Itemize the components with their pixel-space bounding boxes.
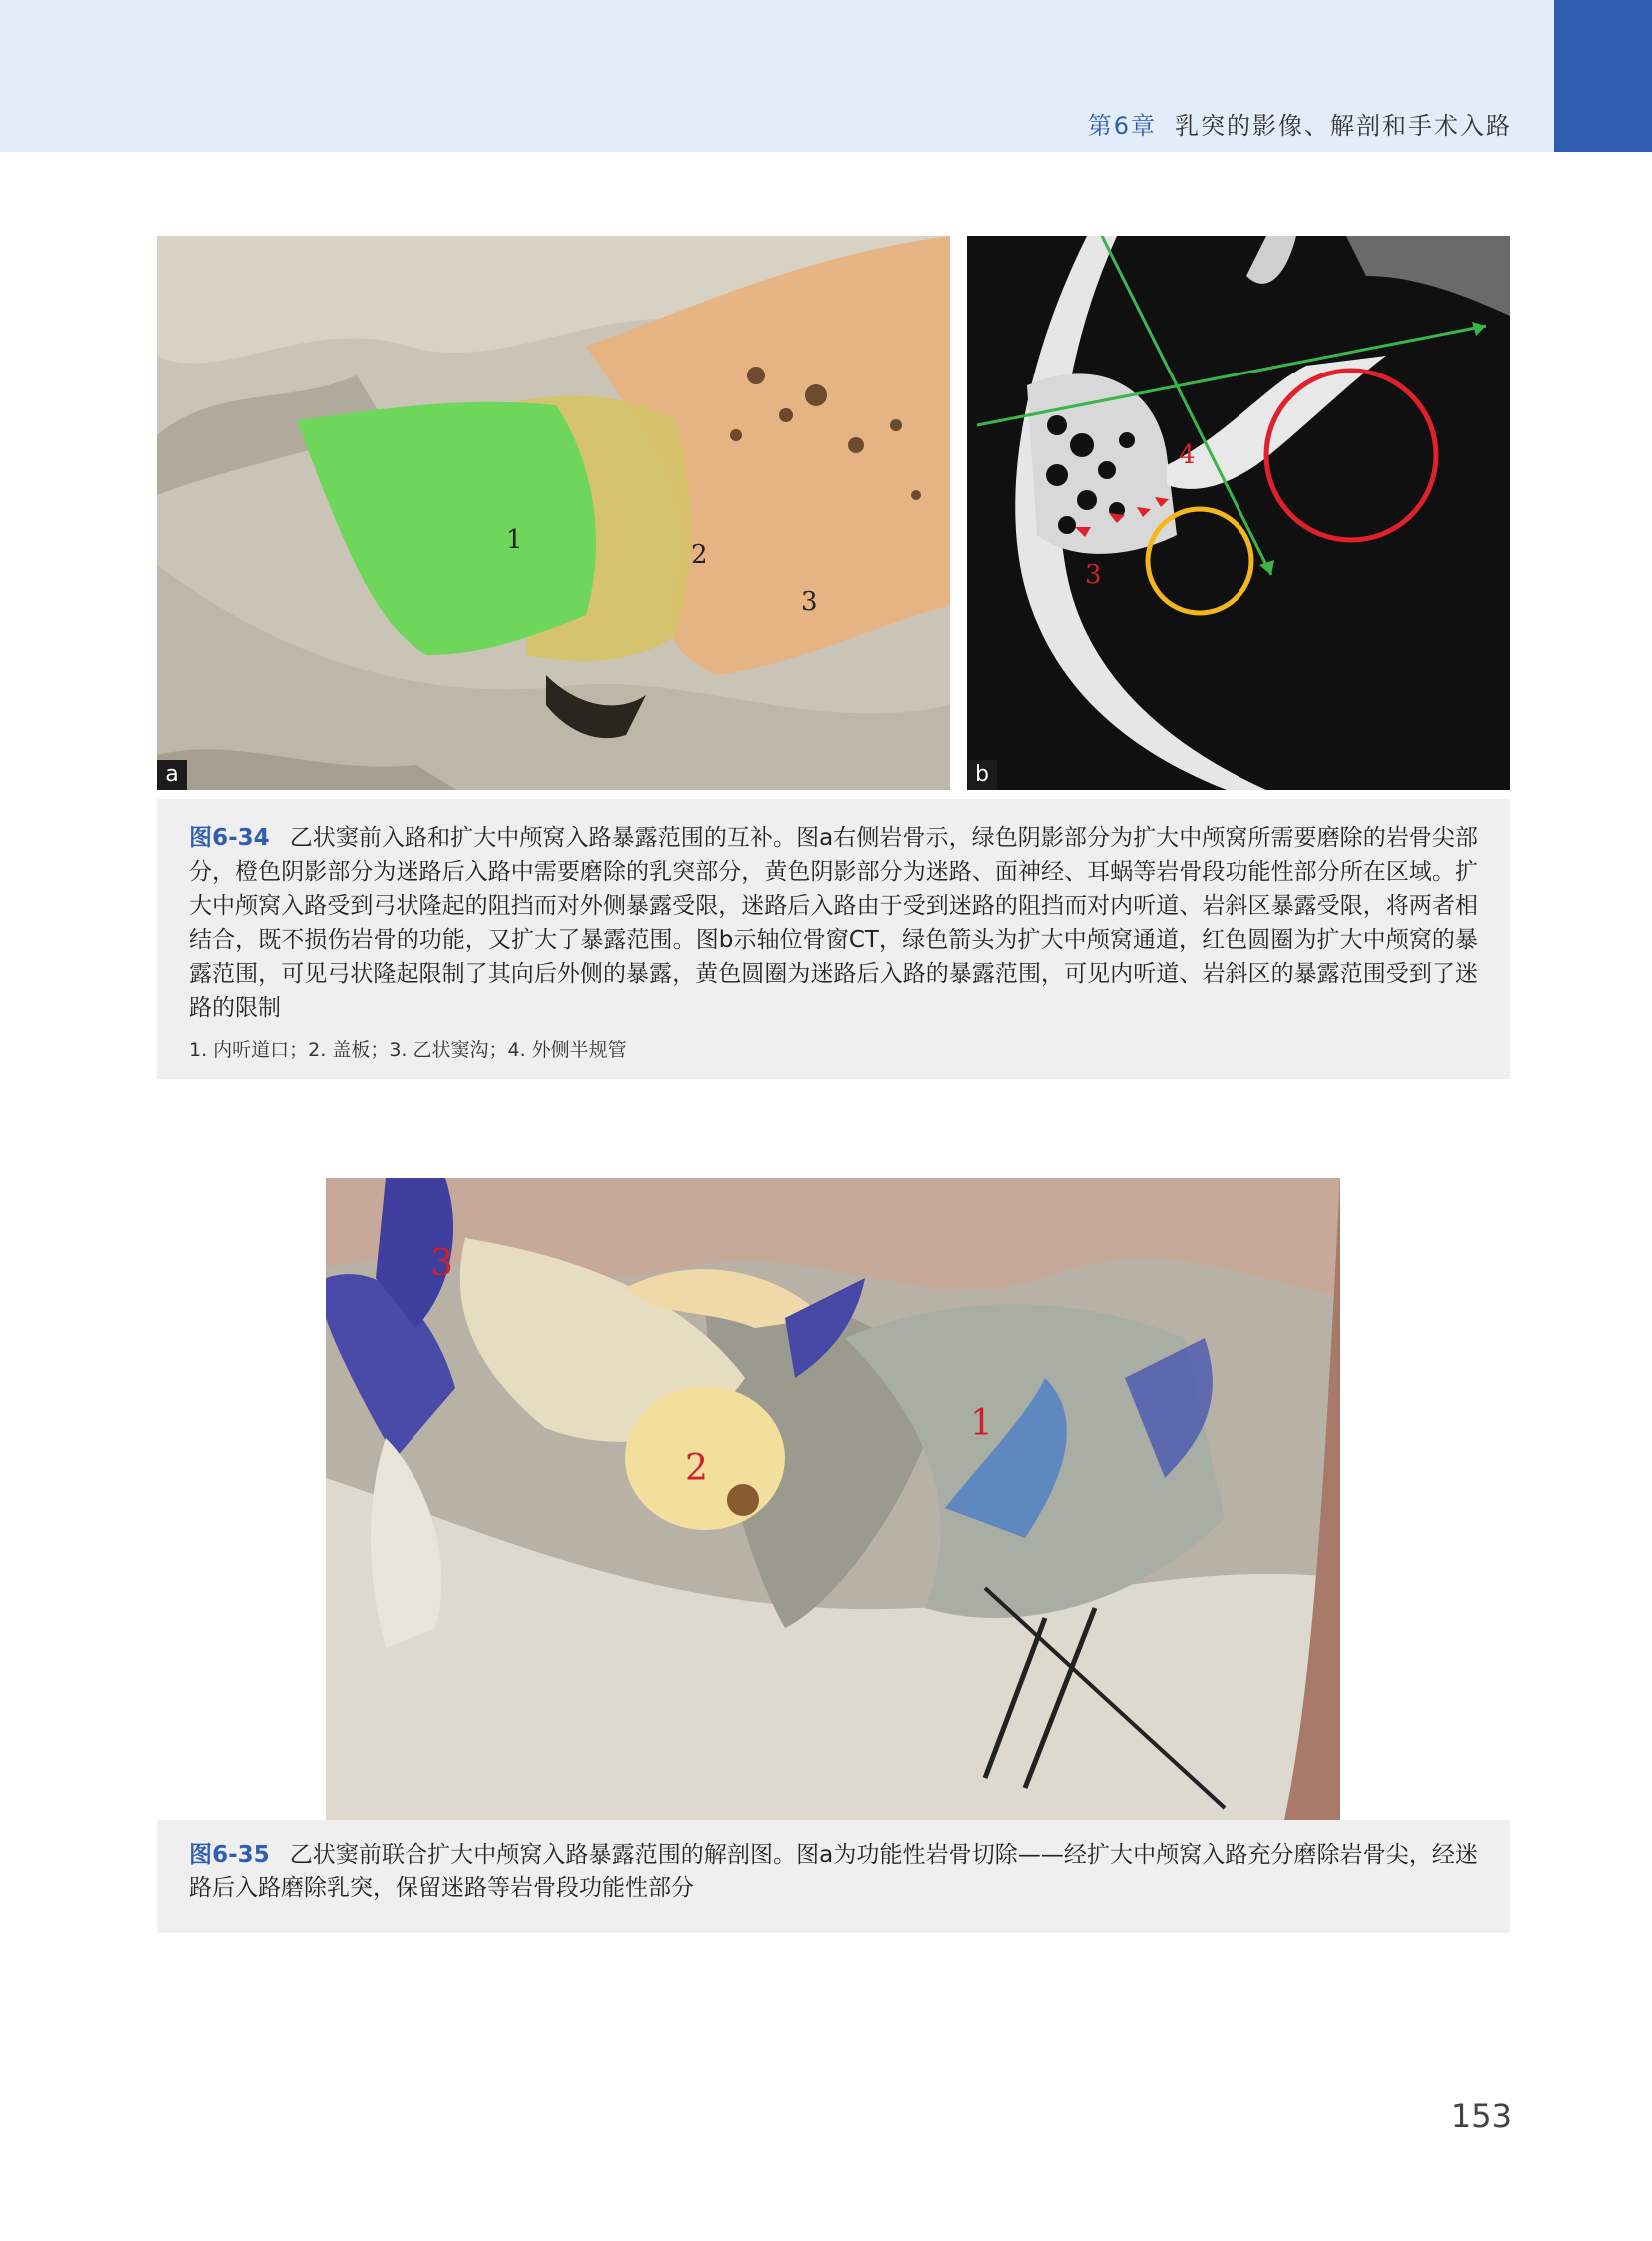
figure-6-34-panel-a — [157, 236, 950, 790]
caption-6-35-id: 图6-35 — [189, 1842, 270, 1868]
figure-6-35-photo — [326, 1178, 1340, 1820]
caption-6-35-text — [189, 1838, 1478, 1905]
panel-a-label-2: 2 — [691, 540, 708, 570]
panel-a-label-3: 3 — [801, 587, 818, 617]
ct-scan-image — [967, 236, 1510, 790]
panel-a-label-1: 1 — [506, 525, 523, 555]
panel-b-label-3: 3 — [1085, 560, 1102, 590]
chapter-number: 第6章 — [1087, 112, 1157, 140]
page-number: 153 — [1450, 2097, 1512, 2135]
panel-b-label-4: 4 — [1179, 440, 1196, 470]
figure-6-34-caption — [157, 799, 1510, 1079]
chapter-heading — [1088, 106, 1512, 141]
photo-label-3: 3 — [430, 1243, 453, 1284]
panel-b-letter: b — [967, 760, 997, 790]
caption-6-34-text — [189, 821, 1478, 1025]
dissection-image — [326, 1178, 1340, 1820]
caption-6-34-legend: 1. 内听道口；2. 盖板；3. 乙状窦沟；4. 外侧半规管 — [189, 1039, 627, 1061]
figure-6-35-caption — [157, 1820, 1510, 1933]
figure-6-34-panel-b — [967, 236, 1510, 790]
header-tab — [1554, 0, 1652, 152]
photo-label-1: 1 — [970, 1403, 993, 1444]
chapter-title: 乳突的影像、解剖和手术入路 — [1175, 112, 1512, 140]
bone-render-image — [157, 236, 950, 790]
photo-label-2: 2 — [685, 1448, 708, 1489]
caption-6-34-id: 图6-34 — [189, 825, 270, 851]
panel-a-letter: a — [157, 760, 187, 790]
caption-6-35-body: 乙状窦前联合扩大中颅窝入路暴露范围的解剖图。图a为功能性岩骨切除——经扩大中颅窝入路充分磨除岩骨尖，经迷路后入路磨除乳突，保留迷路等岩骨段功能性部分 — [189, 1842, 1478, 1901]
caption-6-34-body: 乙状窦前入路和扩大中颅窝入路暴露范围的互补。图a右侧岩骨示，绿色阴影部分为扩大中颅窝所需要磨除的岩骨尖部分，橙色阴影部分为迷路后入路中需要磨除的乳突部分，黄色阴影部分为迷路、面神经、耳蜗等岩骨段功能性部分所在区域。扩大中颅窝入路受到弓状隆起的阻挡而对外侧暴露受限，迷路后入路由于受到迷路的阻挡而对内听道、岩斜区暴露受限，将两者相结合，既不损伤岩骨的功能，又扩大了暴露范围。图b示轴位骨窗CT，绿色箭头为扩大中颅窝通道，红色圆圈为扩大中颅窝的暴露范围，可见弓状隆起限制了其向后外侧的暴露，黄色圆圈为迷路后入路的暴露范围，可见内听道、岩斜区的暴露范围受到了迷路的限制 — [189, 825, 1478, 1021]
